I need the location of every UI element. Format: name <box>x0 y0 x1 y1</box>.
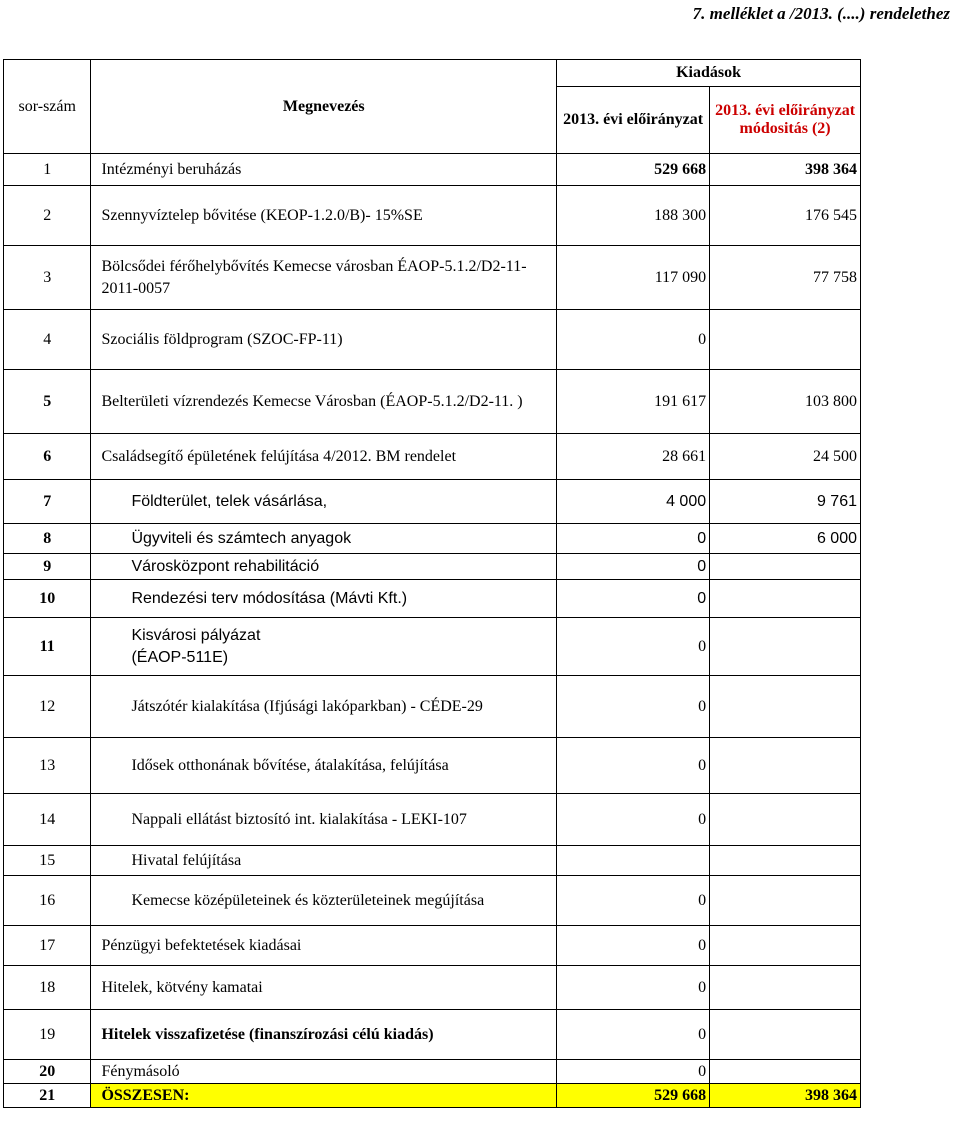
row-name: Hivatal felújítása <box>91 846 557 876</box>
table-row <box>4 310 861 370</box>
row-v2: 77 758 <box>710 246 861 310</box>
row-v2 <box>710 876 861 926</box>
row-num: 4 <box>4 310 91 370</box>
row-v2 <box>710 618 861 676</box>
table-row <box>4 154 861 186</box>
row-num: 3 <box>4 246 91 310</box>
row-name: Hitelek visszafizetése (finanszírozási célú kiadás) <box>91 1010 557 1060</box>
row-v2 <box>710 310 861 370</box>
row-name: Pénzügyi befektetések kiadásai <box>91 926 557 966</box>
table-row <box>4 846 861 876</box>
table-row <box>4 480 861 524</box>
row-v2 <box>710 794 861 846</box>
row-num: 13 <box>4 738 91 794</box>
row-num: 7 <box>4 480 91 524</box>
row-v1: 0 <box>557 524 710 554</box>
row-num: 19 <box>4 1010 91 1060</box>
row-num: 10 <box>4 580 91 618</box>
row-name: Városközpont rehabilitáció <box>91 554 557 580</box>
row-name: Szennyvíztelep bővitése (KEOP-1.2.0/B)- 15%SE <box>91 186 557 246</box>
row-name: Kisvárosi pályázat (ÉAOP-511E) <box>91 618 557 676</box>
table-row-total <box>4 1084 861 1108</box>
row-v2 <box>710 846 861 876</box>
row-v2: 176 545 <box>710 186 861 246</box>
total-v2: 398 364 <box>710 1084 861 1108</box>
total-label: ÖSSZESEN: <box>91 1084 557 1108</box>
row-name: Hitelek, kötvény kamatai <box>91 966 557 1010</box>
row-name: Idősek otthonának bővítése, átalakítása, felújítása <box>91 738 557 794</box>
row-v2: 103 800 <box>710 370 861 434</box>
document-header-title: 7. melléklet a /2013. (....) rendelethez <box>692 4 950 23</box>
row-name: Családsegítő épületének felújítása 4/2012. BM rendelet <box>91 434 557 480</box>
row-v1 <box>557 846 710 876</box>
row-v2: 398 364 <box>710 154 861 186</box>
row-num: 17 <box>4 926 91 966</box>
header-name: Megnevezés <box>91 60 557 154</box>
row-v1: 0 <box>557 794 710 846</box>
row-num: 15 <box>4 846 91 876</box>
row-name: Nappali ellátást biztosító int. kialakítása - LEKI-107 <box>91 794 557 846</box>
header-v2: 2013. évi előirányzat módositás (2) <box>710 87 861 154</box>
row-v1: 0 <box>557 618 710 676</box>
expenditure-table <box>3 59 861 1108</box>
table-row <box>4 926 861 966</box>
row-v1: 191 617 <box>557 370 710 434</box>
row-num: 8 <box>4 524 91 554</box>
table-row <box>4 738 861 794</box>
row-v1: 0 <box>557 1060 710 1084</box>
row-v2 <box>710 1060 861 1084</box>
row-v2: 9 761 <box>710 480 861 524</box>
row-name: Rendezési terv módosítása (Mávti Kft.) <box>91 580 557 618</box>
table-row <box>4 876 861 926</box>
header-group-kiadasok: Kiadások <box>557 60 861 87</box>
table-row <box>4 186 861 246</box>
row-num: 16 <box>4 876 91 926</box>
row-name: Szociális földprogram (SZOC-FP-11) <box>91 310 557 370</box>
row-name: Ügyviteli és számtech anyagok <box>91 524 557 554</box>
table-row <box>4 580 861 618</box>
row-v2: 6 000 <box>710 524 861 554</box>
row-v2 <box>710 580 861 618</box>
row-v2 <box>710 926 861 966</box>
table-row <box>4 434 861 480</box>
row-name: Fénymásoló <box>91 1060 557 1084</box>
table-row <box>4 524 861 554</box>
row-num: 21 <box>4 1084 91 1108</box>
row-num: 2 <box>4 186 91 246</box>
row-v1: 529 668 <box>557 154 710 186</box>
row-num: 11 <box>4 618 91 676</box>
row-v1: 0 <box>557 310 710 370</box>
table-row <box>4 370 861 434</box>
table-row <box>4 676 861 738</box>
row-name: Belterületi vízrendezés Kemecse Városban (ÉAOP-5.1.2/D2-11. ) <box>91 370 557 434</box>
row-num: 1 <box>4 154 91 186</box>
row-v2: 24 500 <box>710 434 861 480</box>
table-row <box>4 794 861 846</box>
table-row <box>4 966 861 1010</box>
row-num: 6 <box>4 434 91 480</box>
row-num: 14 <box>4 794 91 846</box>
row-num: 20 <box>4 1060 91 1084</box>
table-row <box>4 246 861 310</box>
row-num: 12 <box>4 676 91 738</box>
row-v1: 4 000 <box>557 480 710 524</box>
row-v2 <box>710 676 861 738</box>
row-v1: 0 <box>557 926 710 966</box>
row-name: Kemecse középületeinek és közterületeinek megújítása <box>91 876 557 926</box>
row-v1: 0 <box>557 676 710 738</box>
row-v1: 0 <box>557 554 710 580</box>
row-v1: 188 300 <box>557 186 710 246</box>
table-row <box>4 554 861 580</box>
row-v1: 0 <box>557 738 710 794</box>
row-name: Játszótér kialakítása (Ifjúsági lakóparkban) - CÉDE-29 <box>91 676 557 738</box>
row-v2 <box>710 738 861 794</box>
row-name: Földterület, telek vásárlása, <box>91 480 557 524</box>
row-num: 5 <box>4 370 91 434</box>
row-num: 9 <box>4 554 91 580</box>
table-row <box>4 1010 861 1060</box>
row-name: Intézményi beruházás <box>91 154 557 186</box>
row-v1: 117 090 <box>557 246 710 310</box>
row-v1: 0 <box>557 876 710 926</box>
row-v1: 0 <box>557 966 710 1010</box>
total-v1: 529 668 <box>557 1084 710 1108</box>
row-num: 18 <box>4 966 91 1010</box>
table-row <box>4 618 861 676</box>
row-v2 <box>710 554 861 580</box>
row-v2 <box>710 1010 861 1060</box>
header-v1: 2013. évi előirányzat <box>557 87 710 154</box>
row-v2 <box>710 966 861 1010</box>
row-v1: 28 661 <box>557 434 710 480</box>
header-rownum: sor-szám <box>4 60 91 154</box>
row-name: Bölcsődei férőhelybővítés Kemecse városban ÉAOP-5.1.2/D2-11-2011-0057 <box>91 246 557 310</box>
row-v1: 0 <box>557 1010 710 1060</box>
row-v1: 0 <box>557 580 710 618</box>
table-row <box>4 1060 861 1084</box>
